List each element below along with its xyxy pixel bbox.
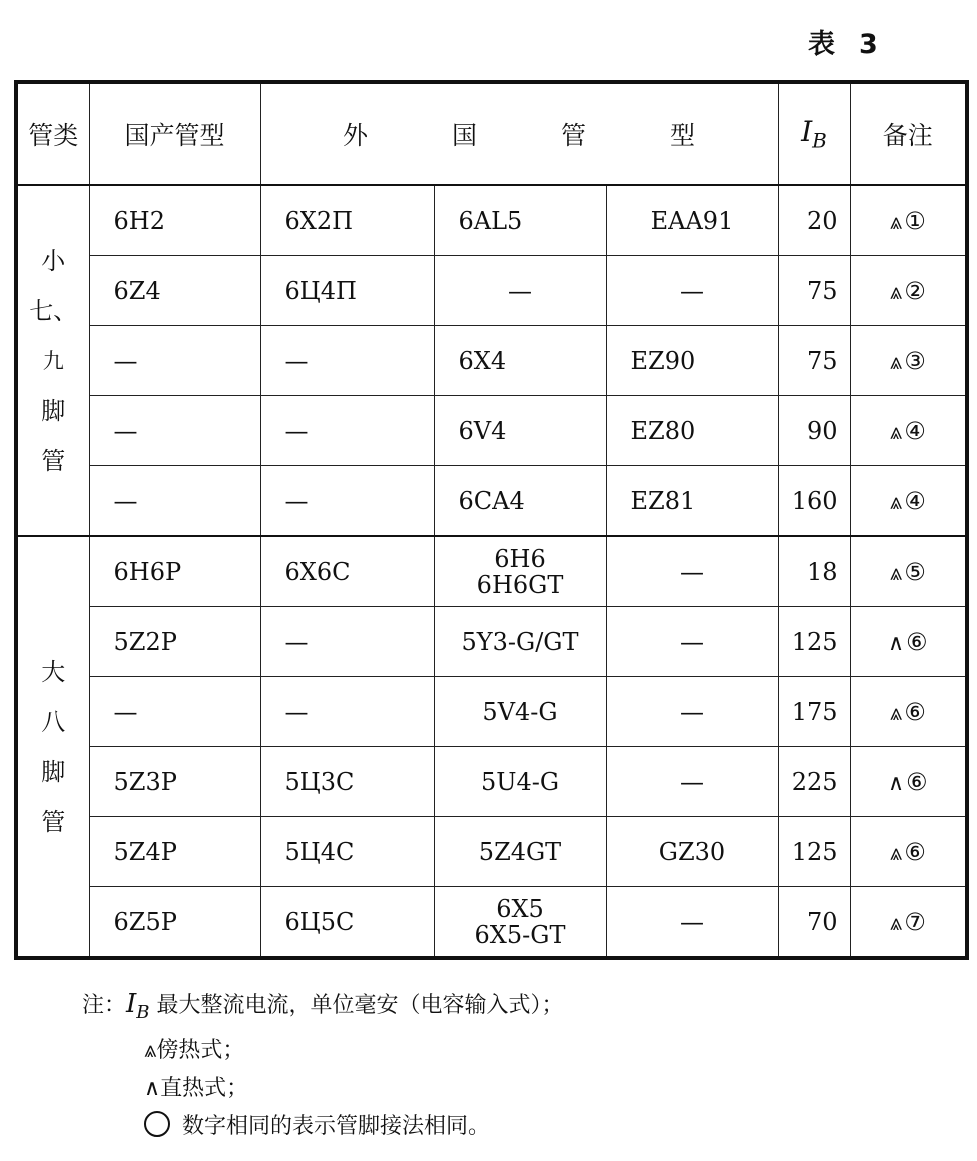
remark-cell — [850, 887, 967, 959]
double-chevron-icon: ⩓ — [889, 419, 903, 445]
double-chevron-icon: ⩓ — [889, 209, 903, 235]
chevron-icon: ∧ — [144, 1076, 161, 1102]
pin-number: ④ — [904, 416, 926, 445]
domestic-cell: 6Z4 — [89, 256, 260, 326]
pin-number: ⑤ — [904, 557, 926, 586]
remark-cell — [850, 185, 967, 256]
table-row — [16, 817, 967, 887]
remark-cell — [850, 466, 967, 537]
pin-number: ⑦ — [904, 907, 926, 936]
double-chevron-icon: ⩓ — [889, 489, 903, 515]
header-row — [16, 82, 967, 185]
tube-table — [14, 80, 969, 960]
double-chevron-icon: ⩓ — [889, 279, 903, 305]
note-direct-heating: ∧直热式； — [144, 1076, 249, 1102]
domestic-cell: 6H2 — [89, 185, 260, 256]
foreign1-cell: 6Ц5C — [260, 887, 434, 959]
remark-cell — [850, 677, 967, 747]
remark-cell — [850, 817, 967, 887]
pin-number: ② — [904, 276, 926, 305]
pin-number: ③ — [904, 346, 926, 375]
double-chevron-icon: ⩓ — [889, 560, 903, 586]
double-chevron-icon: ⩓ — [889, 349, 903, 375]
foreign3-cell: EZ90 — [606, 326, 778, 396]
pin-number: ① — [904, 206, 926, 235]
domestic-cell: 6Z5P — [89, 887, 260, 959]
foreign3-cell: — — [606, 607, 778, 677]
foreign2-cell: 6AL5 — [434, 185, 606, 256]
foreign1-cell: — — [260, 396, 434, 466]
header-category: 管类 — [16, 82, 89, 185]
foreign2-cell: 5Y3-G/GT — [434, 607, 606, 677]
table-row — [16, 185, 967, 256]
domestic-cell: 5Z4P — [89, 817, 260, 887]
double-chevron-icon: ⩓ — [889, 700, 903, 726]
remark-cell — [850, 256, 967, 326]
foreign1-cell: 6X6C — [260, 536, 434, 607]
pin-number: ⑥ — [906, 767, 928, 796]
chevron-icon: ∧ — [887, 630, 905, 656]
foreign1-cell: — — [260, 326, 434, 396]
double-chevron-icon: ⩓ — [889, 910, 903, 936]
table-row — [16, 326, 967, 396]
ib-cell: 160 — [778, 466, 850, 537]
circle-icon — [144, 1111, 170, 1137]
pin-number: ⑥ — [904, 697, 926, 726]
foreign2-cell: 6V4 — [434, 396, 606, 466]
foreign2-cell: 5Z4GT — [434, 817, 606, 887]
ib-cell: 125 — [778, 607, 850, 677]
foreign1-cell: — — [260, 607, 434, 677]
domestic-cell: — — [89, 326, 260, 396]
note-pin-number: 数字相同的表示管脚接法相同。 — [82, 1108, 564, 1146]
remark-cell — [850, 536, 967, 607]
notes — [82, 985, 564, 1146]
pin-number: ④ — [904, 486, 926, 515]
foreign3-cell: — — [606, 887, 778, 959]
table-title — [808, 22, 880, 61]
header-domestic: 国产管型 — [89, 82, 260, 185]
ib-cell: 90 — [778, 396, 850, 466]
double-chevron-icon: ⩓ — [144, 1038, 157, 1064]
foreign1-cell: 5Ц4C — [260, 817, 434, 887]
foreign2-cell: 5V4-G — [434, 677, 606, 747]
ib-cell: 75 — [778, 256, 850, 326]
pin-number: ⑥ — [906, 627, 928, 656]
table-row — [16, 607, 967, 677]
domestic-cell: 6H6P — [89, 536, 260, 607]
foreign1-cell: — — [260, 677, 434, 747]
table-row — [16, 256, 967, 326]
remark-cell — [850, 396, 967, 466]
ib-cell: 70 — [778, 887, 850, 959]
domestic-cell: — — [89, 396, 260, 466]
foreign3-cell: — — [606, 677, 778, 747]
remark-cell — [850, 747, 967, 817]
header-foreign: 外 国 管 型 — [260, 82, 778, 185]
ib-cell: 225 — [778, 747, 850, 817]
category-cell: 大 八 脚 管 — [16, 536, 89, 958]
table-title-number: 3 — [859, 29, 880, 60]
foreign2-cell: 6CA4 — [434, 466, 606, 537]
foreign2-cell: 5U4-G — [434, 747, 606, 817]
ib-cell: 125 — [778, 817, 850, 887]
note-indirect-heating: ⩓傍热式； — [144, 1038, 245, 1064]
ib-cell: 18 — [778, 536, 850, 607]
domestic-cell: — — [89, 677, 260, 747]
category-cell: 小 七、 九 脚 管 — [16, 185, 89, 536]
header-remark: 备注 — [850, 82, 967, 185]
table-row — [16, 677, 967, 747]
domestic-cell: 5Z2P — [89, 607, 260, 677]
foreign2-cell: — — [434, 256, 606, 326]
foreign1-cell: — — [260, 466, 434, 537]
domestic-cell: 5Z3P — [89, 747, 260, 817]
foreign2-cell: 6H6 6H6GT — [434, 536, 606, 607]
table-title-label: 表 — [808, 29, 837, 60]
foreign1-cell: 6Ц4П — [260, 256, 434, 326]
header-ib: $I_B$ — [778, 82, 850, 185]
double-chevron-icon: ⩓ — [889, 840, 903, 866]
domestic-cell: — — [89, 466, 260, 537]
foreign3-cell: GZ30 — [606, 817, 778, 887]
foreign3-cell: — — [606, 536, 778, 607]
table-row — [16, 747, 967, 817]
remark-cell — [850, 326, 967, 396]
table-row — [16, 887, 967, 959]
foreign2-cell: 6X4 — [434, 326, 606, 396]
ib-cell: 175 — [778, 677, 850, 747]
remark-cell — [850, 607, 967, 677]
table-row — [16, 466, 967, 537]
table-row — [16, 396, 967, 466]
foreign3-cell: — — [606, 747, 778, 817]
chevron-icon: ∧ — [887, 770, 905, 796]
note-ib: 注：$I_B$ 最大整流电流，单位毫安（电容输入式）； — [82, 989, 564, 1024]
ib-cell: 20 — [778, 185, 850, 256]
foreign3-cell: EZ80 — [606, 396, 778, 466]
foreign1-cell: 5Ц3C — [260, 747, 434, 817]
foreign3-cell: EZ81 — [606, 466, 778, 537]
foreign1-cell: 6X2П — [260, 185, 434, 256]
foreign3-cell: EAA91 — [606, 185, 778, 256]
table-row — [16, 536, 967, 607]
foreign2-cell: 6X5 6X5-GT — [434, 887, 606, 959]
ib-cell: 75 — [778, 326, 850, 396]
foreign3-cell: — — [606, 256, 778, 326]
pin-number: ⑥ — [904, 837, 926, 866]
